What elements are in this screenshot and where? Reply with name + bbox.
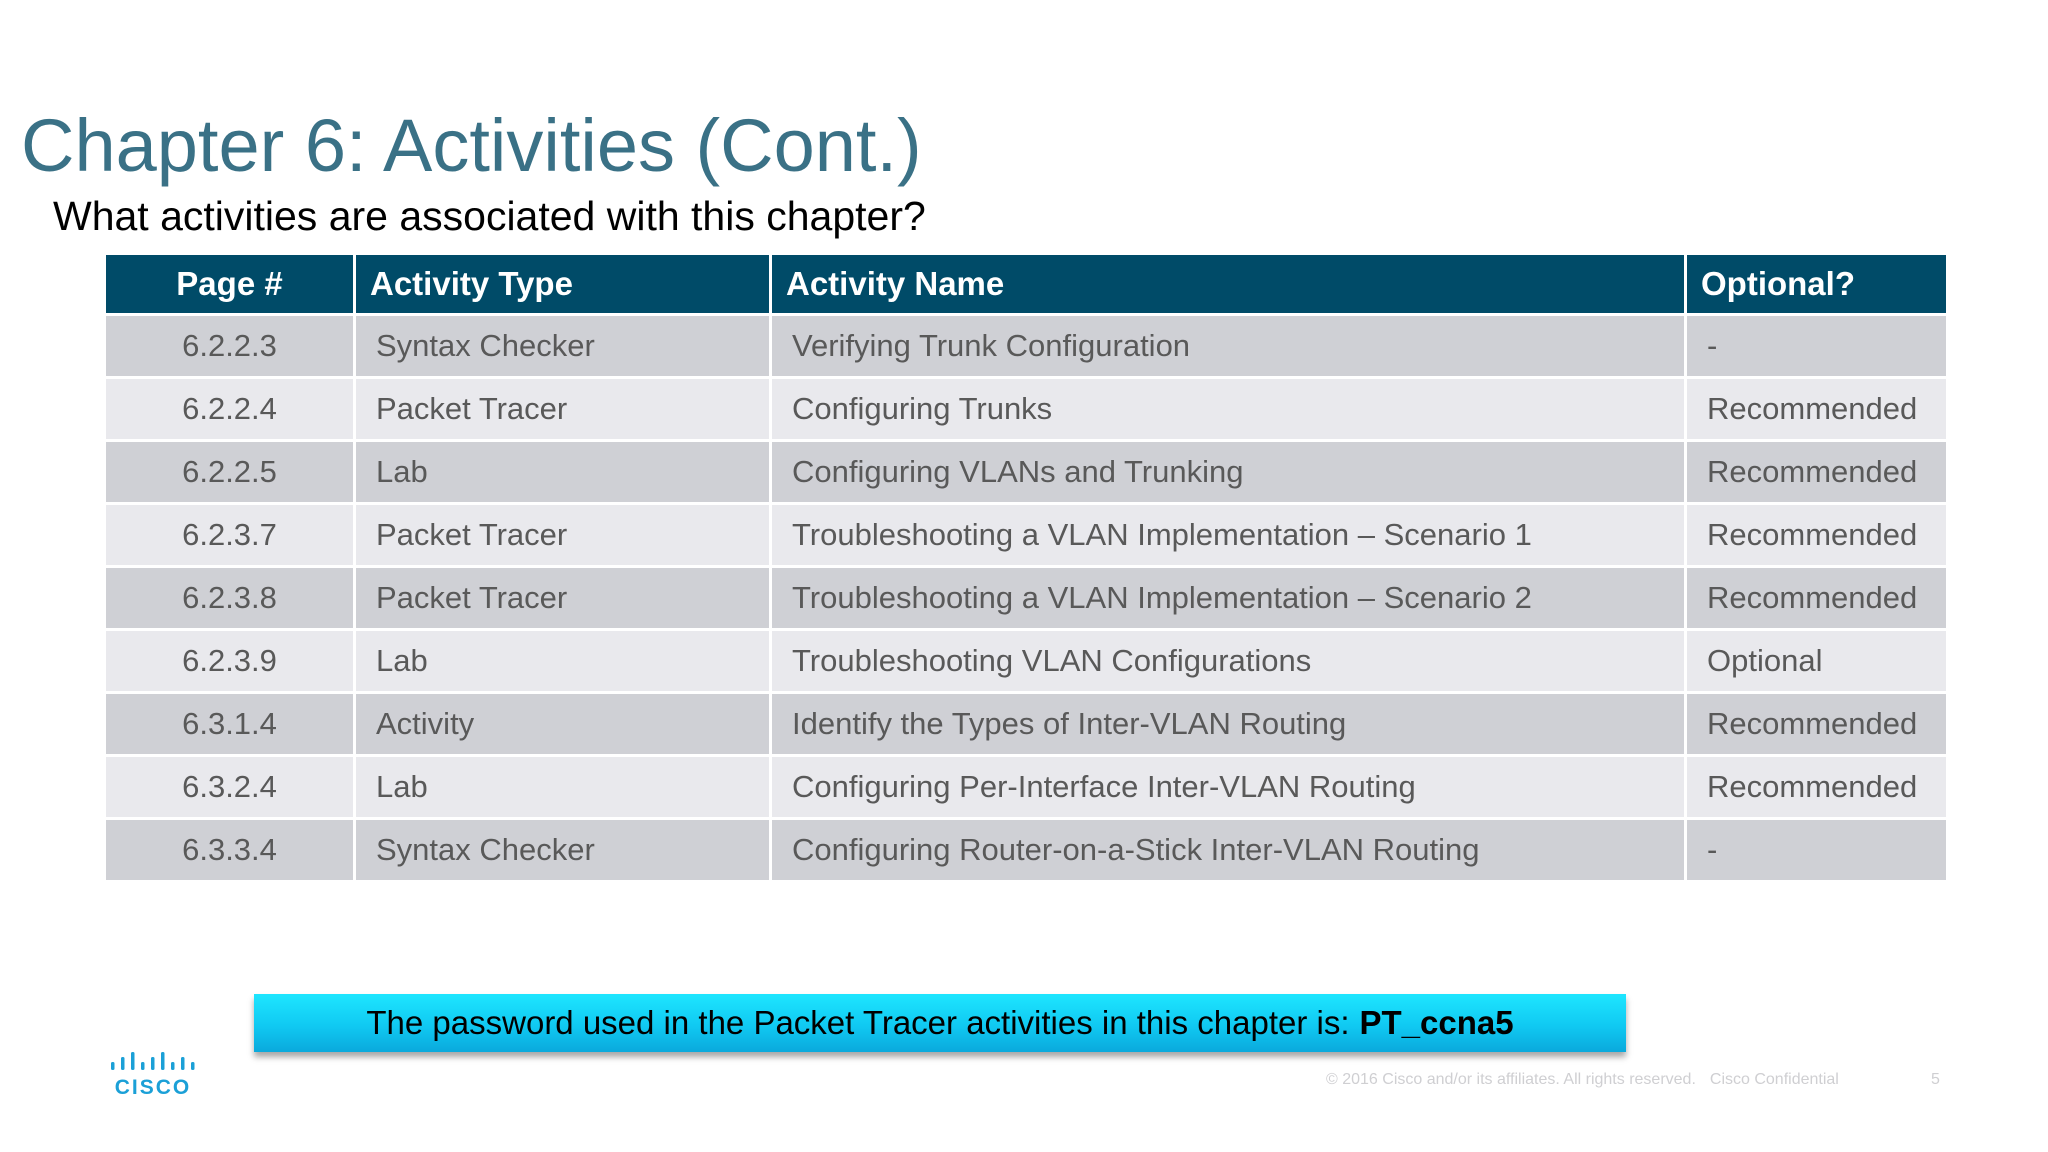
header-activity-name: Activity Name <box>771 254 1686 315</box>
header-optional: Optional? <box>1686 254 1948 315</box>
cell-activity-name: Verifying Trunk Configuration <box>771 315 1686 378</box>
confidential-label: Cisco Confidential <box>1709 1071 1839 1088</box>
cell-page-number: 6.2.3.7 <box>105 504 355 567</box>
page-number: 5 <box>1931 1071 1940 1088</box>
cell-activity-name: Identify the Types of Inter-VLAN Routing <box>771 693 1686 756</box>
cell-activity-type: Lab <box>355 756 771 819</box>
table-row <box>105 504 1948 567</box>
cell-optional: - <box>1686 819 1948 882</box>
header-activity-type: Activity Type <box>355 254 771 315</box>
table-row <box>105 756 1948 819</box>
copyright-text: © 2016 Cisco and/or its affiliates. All rights reserved. <box>1326 1071 1696 1088</box>
cell-page-number: 6.3.3.4 <box>105 819 355 882</box>
cell-activity-name: Troubleshooting a VLAN Implementation – Scenario 1 <box>771 504 1686 567</box>
cell-optional: Recommended <box>1686 504 1948 567</box>
cell-optional: - <box>1686 315 1948 378</box>
cell-page-number: 6.3.2.4 <box>105 756 355 819</box>
cell-activity-type: Packet Tracer <box>355 504 771 567</box>
cell-optional: Recommended <box>1686 567 1948 630</box>
cell-activity-name: Configuring Router-on-a-Stick Inter-VLAN Routing <box>771 819 1686 882</box>
table-row <box>105 630 1948 693</box>
cell-activity-name: Troubleshooting a VLAN Implementation – Scenario 2 <box>771 567 1686 630</box>
cell-activity-type: Lab <box>355 441 771 504</box>
activities-table <box>103 252 1949 883</box>
banner-password: PT_ccna5 <box>1359 1004 1514 1041</box>
cell-activity-type: Packet Tracer <box>355 378 771 441</box>
table-header-row <box>105 254 1948 315</box>
cell-activity-type: Syntax Checker <box>355 315 771 378</box>
cell-optional: Recommended <box>1686 693 1948 756</box>
cell-activity-type: Activity <box>355 693 771 756</box>
cell-activity-type: Lab <box>355 630 771 693</box>
cell-activity-type: Syntax Checker <box>355 819 771 882</box>
table-row <box>105 819 1948 882</box>
cell-page-number: 6.2.3.8 <box>105 567 355 630</box>
cell-page-number: 6.2.2.5 <box>105 441 355 504</box>
cell-activity-name: Configuring Per-Interface Inter-VLAN Routing <box>771 756 1686 819</box>
header-page-number: Page # <box>105 254 355 315</box>
cell-activity-name: Troubleshooting VLAN Configurations <box>771 630 1686 693</box>
cell-page-number: 6.2.2.4 <box>105 378 355 441</box>
table-row <box>105 693 1948 756</box>
cell-activity-name: Configuring VLANs and Trunking <box>771 441 1686 504</box>
cell-page-number: 6.3.1.4 <box>105 693 355 756</box>
cell-optional: Optional <box>1686 630 1948 693</box>
table-row <box>105 378 1948 441</box>
banner-text: The password used in the Packet Tracer activities in this chapter is: <box>366 1004 1350 1041</box>
slide-title: Chapter 6: Activities (Cont.) <box>21 103 922 187</box>
table-row <box>105 315 1948 378</box>
cisco-wordmark: CISCO <box>114 1076 192 1099</box>
cisco-logo <box>110 1052 196 1102</box>
password-banner <box>254 994 1626 1052</box>
table-row <box>105 441 1948 504</box>
cell-activity-name: Configuring Trunks <box>771 378 1686 441</box>
cell-optional: Recommended <box>1686 441 1948 504</box>
cell-optional: Recommended <box>1686 378 1948 441</box>
cell-optional: Recommended <box>1686 756 1948 819</box>
cell-activity-type: Packet Tracer <box>355 567 771 630</box>
cisco-bridge-icon <box>110 1052 196 1074</box>
footer-copyright <box>1326 1071 1839 1089</box>
table-row <box>105 567 1948 630</box>
cell-page-number: 6.2.3.9 <box>105 630 355 693</box>
slide-subtitle: What activities are associated with this chapter? <box>53 193 926 239</box>
cell-page-number: 6.2.2.3 <box>105 315 355 378</box>
